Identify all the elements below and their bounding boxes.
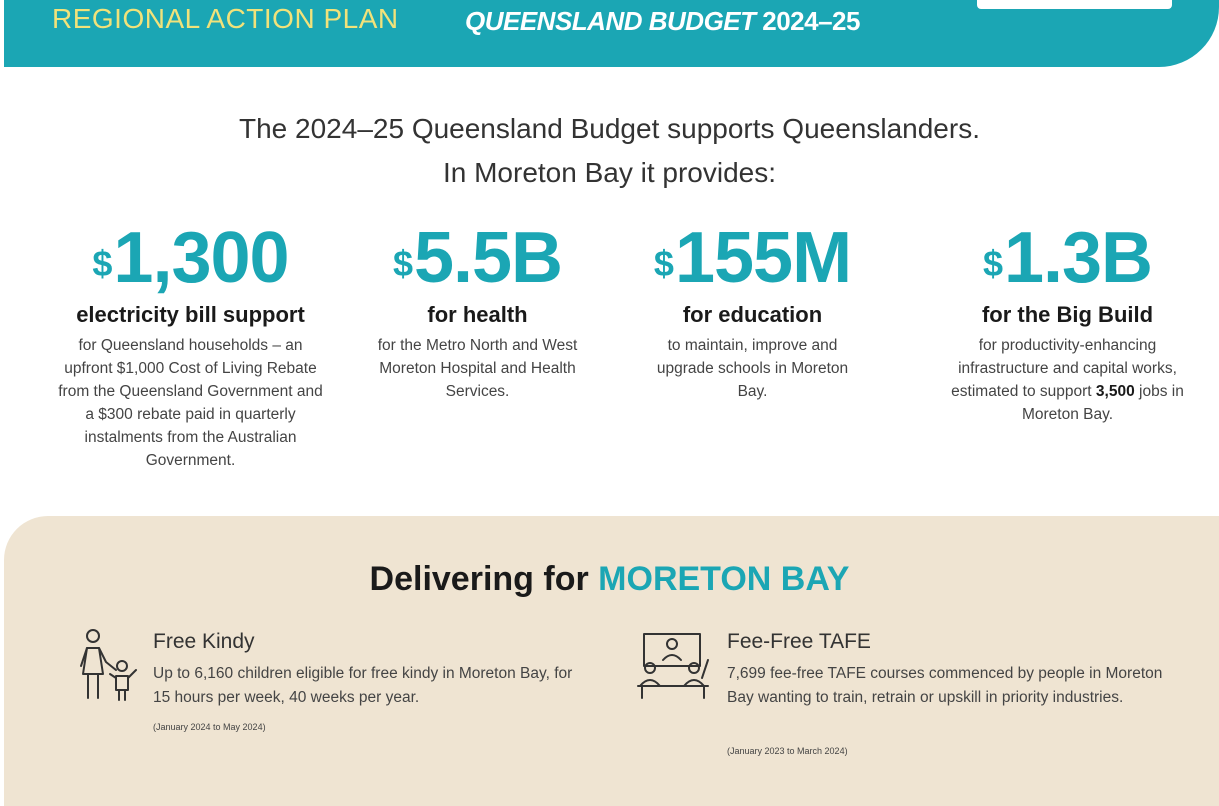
stat-label: for health (427, 302, 528, 327)
currency-symbol: $ (392, 243, 412, 284)
stat-description: to maintain, improve and upgrade schools in Moreton Bay. (656, 337, 849, 400)
delivering-title-accent: MORETON BAY (598, 560, 850, 598)
stat-description-bold: 3,500 (1095, 383, 1135, 400)
stat-electricity (48, 218, 333, 472)
stat-amount (945, 218, 1190, 298)
header-box (977, 0, 1172, 9)
currency-symbol: $ (653, 243, 673, 284)
item-note-fee-free-tafe: (January 2023 to March 2024) (727, 746, 848, 756)
stat-amount-value: 5.5B (413, 218, 563, 298)
stat-description: for Queensland households – an upfront $1,000 Cost of Living Rebate from the Queensland Government and a $300 rebate paid in quarterly instalments from the Australian Government. (58, 337, 323, 469)
item-description-free-kindy: Up to 6,160 children eligible for free kindy in Moreton Bay, for 15 hours per week, 40 weeks per year. (153, 665, 573, 706)
header-subtitle (465, 6, 860, 37)
item-title-free-kindy: Free Kindy (153, 630, 255, 653)
parent-child-icon (76, 626, 146, 702)
intro-line-2: In Moreton Bay it provides: (442, 157, 777, 188)
stat-big-build (945, 218, 1190, 426)
stat-health (355, 218, 600, 403)
currency-symbol: $ (982, 243, 1002, 284)
item-description-fee-free-tafe: 7,699 fee-free TAFE courses commenced by people in Moreton Bay wanting to train, retrain or upskill in priority industries. (727, 665, 1163, 706)
delivering-title (0, 560, 1219, 599)
stat-description: for the Metro North and West Moreton Hospital and Health Services. (377, 337, 578, 400)
stat-amount (630, 218, 875, 298)
classroom-icon (636, 630, 710, 700)
intro-line-1: The 2024–25 Queensland Budget supports Queenslanders. (239, 113, 980, 144)
stat-amount-value: 1,300 (113, 218, 289, 298)
stat-label: for education (682, 302, 823, 327)
stat-description-post: jobs in Moreton Bay. (1021, 383, 1184, 423)
stat-amount-value: 155M (674, 218, 852, 298)
stat-label: electricity bill support (76, 302, 305, 327)
stat-education (630, 218, 875, 403)
stat-label: for the Big Build (981, 302, 1154, 327)
stat-amount-value: 1.3B (1003, 218, 1153, 298)
item-title-fee-free-tafe: Fee-Free TAFE (727, 630, 871, 653)
stat-amount (48, 218, 333, 298)
header-title: REGIONAL ACTION PLAN (52, 3, 399, 34)
item-note-free-kindy: (January 2024 to May 2024) (153, 722, 266, 732)
stat-description (945, 334, 1190, 426)
stat-amount (355, 218, 600, 298)
header-subtitle-year: 2024–25 (762, 6, 860, 36)
currency-symbol: $ (92, 243, 112, 284)
header-subtitle-main: QUEENSLAND BUDGET (465, 6, 756, 36)
delivering-title-prefix: Delivering for (369, 560, 589, 598)
stat-description-pre: for productivity-enhancing infrastructure and capital works, estimated to support (951, 337, 1177, 400)
